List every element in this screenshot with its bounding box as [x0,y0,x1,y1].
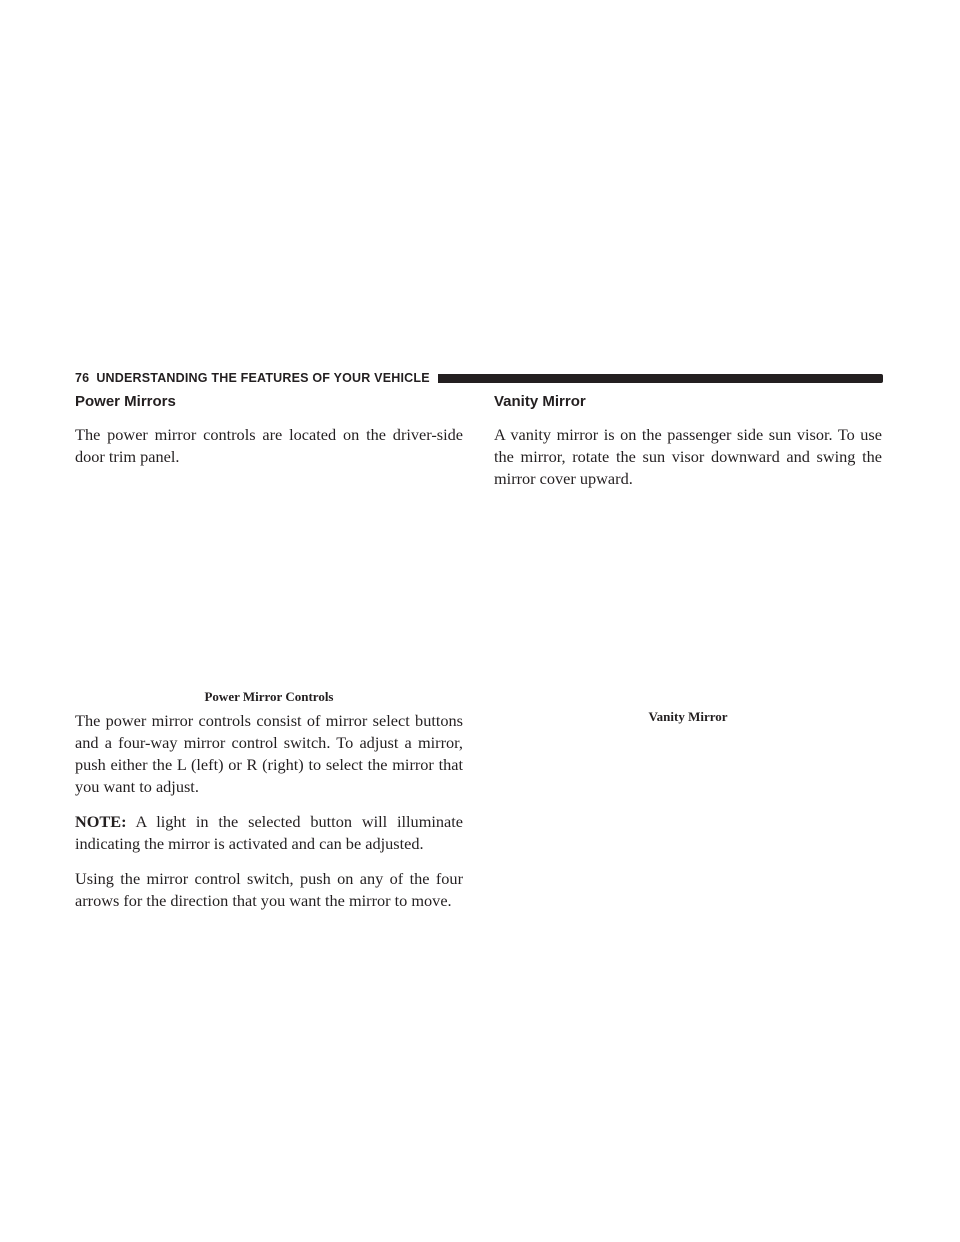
power-mirrors-section [75,392,463,468]
power-mirrors-body-2: Using the mirror control switch, push on any of the four arrows for the direction that you want the mirror to move. [75,869,463,910]
power-mirrors-note [75,811,463,855]
note-text: A light in the selected button will illuminate indicating the mirror is activated and can be adjusted. [75,812,463,853]
section-title: UNDERSTANDING THE FEATURES OF YOUR VEHICLE [96,371,430,385]
page-header [75,370,883,386]
vanity-mirror-intro: A vanity mirror is on the passenger side sun visor. To use the mirror, rotate the sun visor downward and swing the mirror cover upward. [494,425,882,488]
figure-caption-text: Power Mirror Controls [204,689,334,704]
power-mirrors-body [75,710,463,912]
vanity-mirror-section [494,392,882,490]
power-mirrors-heading: Power Mirrors [75,393,176,410]
page-number: 76 [75,371,90,385]
vanity-mirror-caption: Vanity Mirror [648,709,728,724]
header-rule [438,374,883,383]
vanity-mirror-heading: Vanity Mirror [494,393,586,410]
power-mirrors-intro: The power mirror controls are located on the driver-side door trim panel. [75,425,463,466]
power-mirrors-body-1: The power mirror controls consist of mirror select buttons and a four-way mirror control switch. To adjust a mirror, push either the L (left) or R (right) to select the mirror that you want to adjust. [75,711,463,796]
power-mirror-controls-caption [75,688,463,706]
note-label: NOTE: [75,812,127,831]
